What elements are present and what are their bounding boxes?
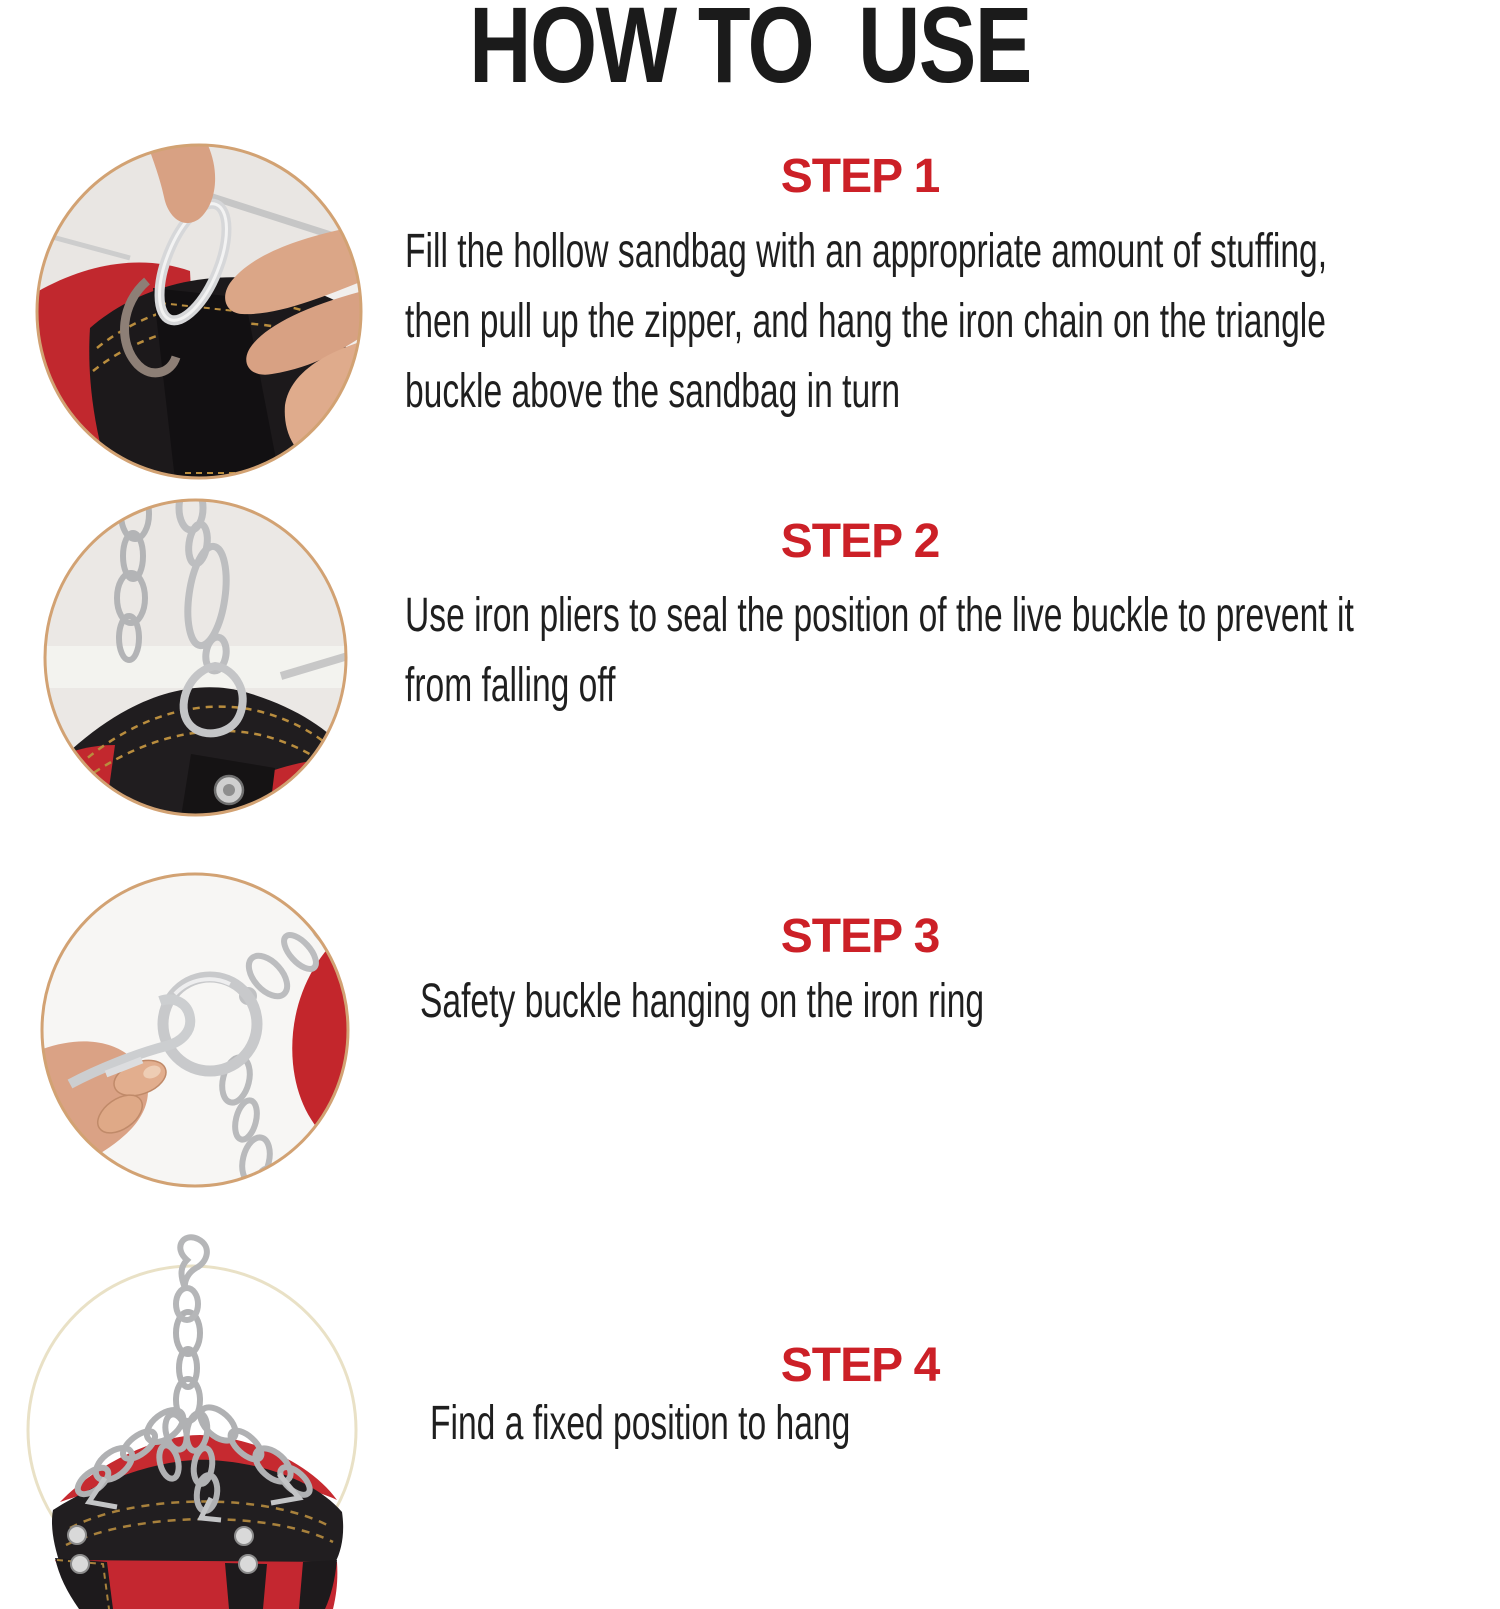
step4-text [430, 1389, 850, 1459]
step2-label: STEP 2 [780, 515, 940, 568]
step1-photo [35, 143, 363, 480]
chains-hooked-to-bag-ring-photo [43, 498, 348, 817]
page-title: HOW TO USE [469, 0, 1031, 105]
instruction-line: Use iron pliers to seal the position of the live buckle to prevent it [405, 589, 1354, 642]
instruction-line: buckle above the sandbag in turn [405, 365, 901, 418]
chain-icon [73, 1312, 314, 1512]
hanging-punching-bag-photo [15, 1230, 395, 1609]
step2-text [405, 581, 1354, 721]
step4-label: STEP 4 [780, 1339, 940, 1392]
step2-photo [43, 498, 348, 817]
step3-photo [40, 872, 350, 1188]
instruction-line: then pull up the zipper, and hang the iron chain on the triangle [405, 295, 1326, 348]
step1-label: STEP 1 [780, 150, 940, 203]
hand-attaching-carabiner-to-bag-photo [35, 143, 363, 480]
step1-text [405, 217, 1327, 427]
step4-photo [15, 1230, 395, 1609]
instruction-line: Fill the hollow sandbag with an appropriate amount of stuffing, [405, 225, 1328, 278]
instruction-line: Safety buckle hanging on the iron ring [420, 975, 985, 1028]
safety-buckle-on-iron-ring-photo [40, 872, 350, 1188]
step3-label: STEP 3 [780, 910, 940, 963]
instruction-line: from falling off [405, 659, 616, 712]
step3-text [420, 967, 984, 1037]
swivel-hook-icon [176, 1237, 207, 1320]
instruction-line: Find a fixed position to hang [430, 1397, 851, 1450]
